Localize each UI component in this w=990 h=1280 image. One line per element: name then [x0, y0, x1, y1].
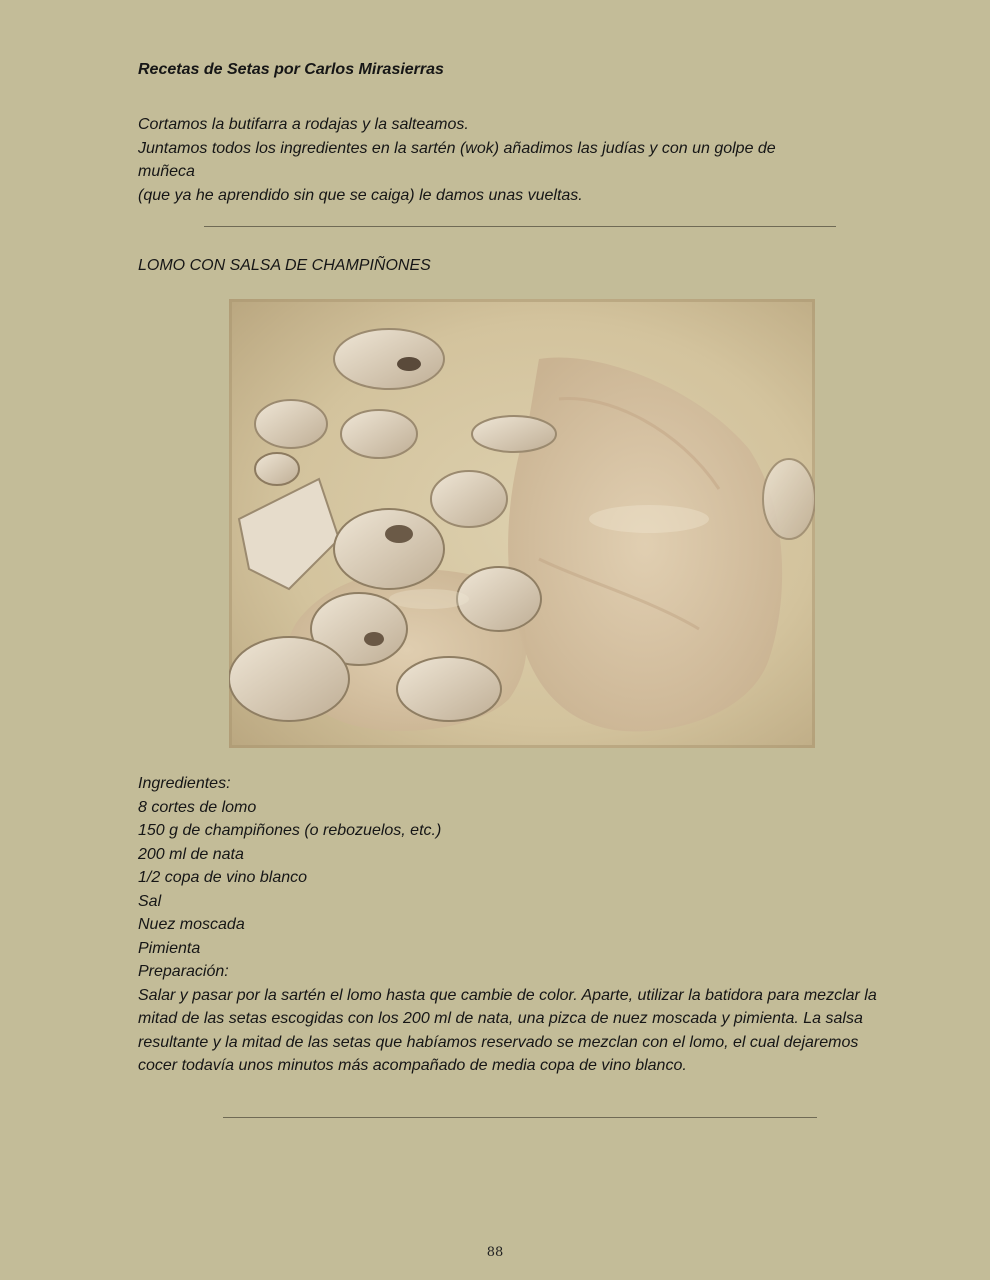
recipe-title: LOMO CON SALSA DE CHAMPIÑONES — [138, 257, 431, 274]
recipe-photo — [229, 299, 815, 748]
intro-line: Cortamos la butifarra a rodajas y la salteamos. — [138, 116, 469, 133]
preparation-text: Salar y pasar por la sartén el lomo hasta que cambie de color. Aparte, utilizar la batidora para mezclar la mitad de las setas escogidas con los 200 ml de nata, una pizca de nuez moscada y pimienta. La salsa resultante y la mitad de las setas que habíamos reservado se mezclan con el lomo, el cual dejaremos cocer todavía unos minutos más acompañado de media copa de vino blanco. — [138, 986, 877, 1074]
intro-paragraph — [138, 113, 878, 207]
ingredient-item: Pimienta — [138, 939, 201, 957]
section-divider — [204, 226, 836, 227]
ingredient-item: Nuez moscada — [138, 916, 245, 933]
ingredients-section — [138, 772, 878, 1078]
intro-line: Juntamos todos los ingredientes en la sartén (wok) añadimos las judías y con un golpe de — [138, 139, 776, 157]
ingredient-item: 8 cortes de lomo — [138, 798, 257, 816]
ingredient-item: 1/2 copa de vino blanco — [138, 869, 308, 886]
section-divider — [223, 1117, 817, 1118]
intro-line: muñeca — [138, 163, 195, 180]
ingredients-heading: Ingredientes: — [138, 775, 231, 792]
preparation-heading: Preparación: — [138, 963, 229, 980]
ingredient-item: Sal — [138, 892, 162, 910]
page-header-title: Recetas de Setas por Carlos Mirasierras — [138, 61, 444, 78]
ingredient-item: 150 g de champiñones (o rebozuelos, etc.) — [138, 822, 442, 839]
ingredient-item: 200 ml de nata — [138, 845, 244, 863]
intro-line: (que ya he aprendido sin que se caiga) le damos unas vueltas. — [138, 186, 583, 204]
page-number: 88 — [486, 1245, 504, 1260]
